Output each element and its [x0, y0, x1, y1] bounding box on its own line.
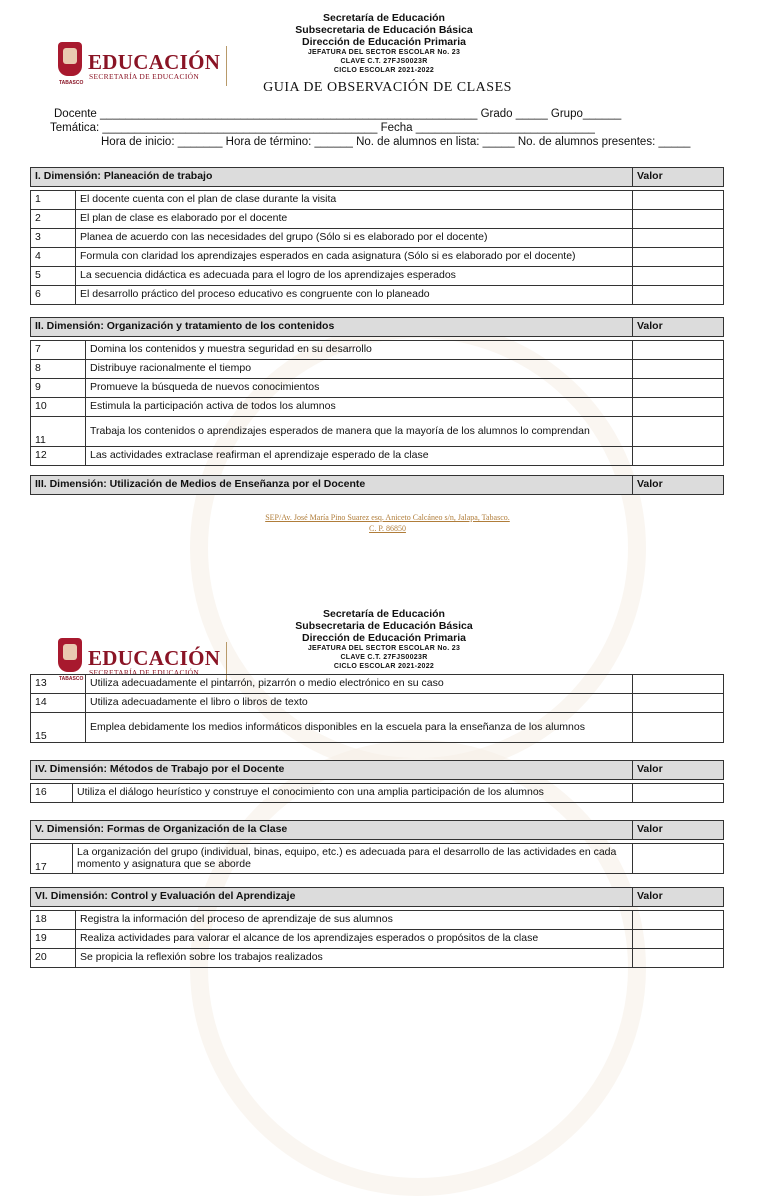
item-text: Planea de acuerdo con las necesidades del grupo (Sólo si es elaborado por el docente)	[76, 229, 633, 248]
header-line: CLAVE C.T. 27FJS0023R	[340, 654, 428, 661]
valor-cell[interactable]	[633, 379, 724, 398]
item-text: Distribuye racionalmente el tiempo	[86, 360, 633, 379]
item-text: Se propicia la reflexión sobre los trabajos realizados	[76, 949, 633, 968]
valor-cell[interactable]	[633, 911, 724, 930]
valor-cell[interactable]	[633, 713, 724, 743]
valor-cell[interactable]	[633, 229, 724, 248]
crest-icon	[58, 42, 82, 76]
header-line: CICLO ESCOLAR 2021-2022	[333, 663, 435, 670]
valor-cell[interactable]	[633, 694, 724, 713]
item-text: El docente cuenta con el plan de clase durante la visita	[76, 191, 633, 210]
logo-state: TABASCO	[59, 676, 84, 682]
item-text: Estimula la participación activa de todos los alumnos	[86, 398, 633, 417]
valor-header: Valor	[633, 168, 724, 187]
item-number: 2	[31, 210, 76, 229]
item-text: Promueve la búsqueda de nuevos conocimientos	[86, 379, 633, 398]
form-line-tematica: Temática: ___________________________________________ Fecha ____________________________	[50, 122, 595, 134]
logo-brand: EDUCACIÓN	[88, 50, 221, 74]
item-number: 10	[31, 398, 86, 417]
section-table-3-header	[30, 475, 724, 495]
form-line-docente: Docente ___________________________________________________________ Grado _____ Grupo______	[54, 108, 622, 120]
logo-state: TABASCO	[59, 80, 84, 86]
item-text: Utiliza adecuadamente el libro o libros de texto	[86, 694, 633, 713]
section-table-3-body	[30, 674, 724, 743]
item-number: 18	[31, 911, 76, 930]
section-title: V. Dimensión: Formas de Organización de la Clase	[31, 821, 633, 840]
valor-cell[interactable]	[633, 949, 724, 968]
valor-cell[interactable]	[633, 930, 724, 949]
valor-header: Valor	[633, 476, 724, 495]
logo-subtitle: SECRETARÍA DE EDUCACIÓN	[89, 668, 200, 677]
logo-subtitle: SECRETARÍA DE EDUCACIÓN	[89, 72, 200, 81]
item-text: Registra la información del proceso de aprendizaje de sus alumnos	[76, 911, 633, 930]
item-text: Realiza actividades para valorar el alcance de los aprendizajes esperados o propósitos de la clase	[76, 930, 633, 949]
valor-cell[interactable]	[633, 417, 724, 447]
section-table-1	[30, 167, 724, 305]
section-title: III. Dimensión: Utilización de Medios de Enseñanza por el Docente	[31, 476, 633, 495]
section-table-5	[30, 820, 724, 874]
document-page-1	[0, 0, 768, 560]
header-line: CICLO ESCOLAR 2021-2022	[333, 67, 435, 74]
item-number: 13	[31, 675, 86, 694]
header-line: Secretaría de Educación	[323, 12, 445, 24]
section-title: II. Dimensión: Organización y tratamiento de los contenidos	[31, 318, 633, 337]
footer-line: SEP/Av. José María Pino Suarez esq. Aniceto Calcáneo s/n, Jalapa, Tabasco.	[265, 513, 510, 522]
section-title: IV. Dimensión: Métodos de Trabajo por el Docente	[31, 761, 633, 780]
item-text: Domina los contenidos y muestra seguridad en su desarrollo	[86, 341, 633, 360]
header-line: Subsecretaria de Educación Básica	[295, 24, 473, 36]
crest-icon	[58, 638, 82, 672]
valor-cell[interactable]	[633, 447, 724, 466]
item-number: 16	[31, 784, 73, 803]
header-line: JEFATURA DEL SECTOR ESCOLAR No. 23	[307, 49, 461, 56]
header-line: Dirección de Educación Primaria	[302, 632, 466, 644]
logo-brand: EDUCACIÓN	[88, 646, 221, 670]
valor-header: Valor	[633, 318, 724, 337]
item-number: 19	[31, 930, 76, 949]
item-text: Utiliza adecuadamente el pintarrón, pizarrón o medio electrónico en su caso	[86, 675, 633, 694]
footer-line: C. P. 86850	[369, 524, 406, 533]
valor-cell[interactable]	[633, 784, 724, 803]
item-text: Emplea debidamente los medios informáticos disponibles en la escuela para la enseñanza de los alumnos	[86, 713, 633, 743]
item-number: 14	[31, 694, 86, 713]
item-text: La secuencia didáctica es adecuada para el logro de los aprendizajes esperados	[76, 267, 633, 286]
valor-cell[interactable]	[633, 360, 724, 379]
document-page-2	[0, 600, 768, 1024]
item-text: Las actividades extraclase reafirman el aprendizaje esperado de la clase	[86, 447, 633, 466]
item-text: Trabaja los contenidos o aprendizajes esperados de manera que la mayoría de los alumnos lo comprendan	[86, 417, 633, 447]
item-number: 6	[31, 286, 76, 305]
item-number: 17	[31, 844, 73, 874]
valor-cell[interactable]	[633, 210, 724, 229]
section-table-6	[30, 887, 724, 968]
item-text: Formula con claridad los aprendizajes esperados en cada asignatura (Sólo si es elaborado por el docente)	[76, 248, 633, 267]
item-text: El desarrollo práctico del proceso educativo es congruente con lo planeado	[76, 286, 633, 305]
valor-cell[interactable]	[633, 267, 724, 286]
header-line: Dirección de Educación Primaria	[302, 36, 466, 48]
valor-cell[interactable]	[633, 191, 724, 210]
item-number: 20	[31, 949, 76, 968]
valor-cell[interactable]	[633, 398, 724, 417]
item-text: La organización del grupo (individual, binas, equipo, etc.) es adecuada para el desarrollo de las actividades en cada momento y asignatura que se aborde	[73, 844, 633, 874]
item-number: 7	[31, 341, 86, 360]
section-table-4	[30, 760, 724, 803]
item-number: 11	[31, 417, 86, 447]
footer-address	[0, 512, 768, 534]
section-title: VI. Dimensión: Control y Evaluación del Aprendizaje	[31, 888, 633, 907]
valor-header: Valor	[633, 821, 724, 840]
valor-cell[interactable]	[633, 341, 724, 360]
section-table-2	[30, 317, 724, 466]
form-line-horas: Hora de inicio: _______ Hora de término: ______ No. de alumnos en lista: _____ No. de alumnos presentes: _____	[101, 136, 691, 148]
section-title: I. Dimensión: Planeación de trabajo	[31, 168, 633, 187]
valor-header: Valor	[633, 888, 724, 907]
watermark-seal	[190, 740, 646, 1196]
item-number: 3	[31, 229, 76, 248]
header-line: Secretaría de Educación	[323, 608, 445, 620]
item-text: El plan de clase es elaborado por el docente	[76, 210, 633, 229]
valor-cell[interactable]	[633, 675, 724, 694]
valor-cell[interactable]	[633, 286, 724, 305]
item-number: 9	[31, 379, 86, 398]
item-number: 8	[31, 360, 86, 379]
valor-cell[interactable]	[633, 844, 724, 874]
valor-header: Valor	[633, 761, 724, 780]
header-line: Subsecretaria de Educación Básica	[295, 620, 473, 632]
item-number: 4	[31, 248, 76, 267]
page-title: GUIA DE OBSERVACIÓN DE CLASES	[263, 80, 512, 95]
item-number: 1	[31, 191, 76, 210]
item-text: Utiliza el diálogo heurístico y construye el conocimiento con una amplia participación de los alumnos	[73, 784, 633, 803]
item-number: 15	[31, 713, 86, 743]
valor-cell[interactable]	[633, 248, 724, 267]
item-number: 12	[31, 447, 86, 466]
item-number: 5	[31, 267, 76, 286]
header-line: JEFATURA DEL SECTOR ESCOLAR No. 23	[307, 645, 461, 652]
header-line: CLAVE C.T. 27FJS0023R	[340, 58, 428, 65]
